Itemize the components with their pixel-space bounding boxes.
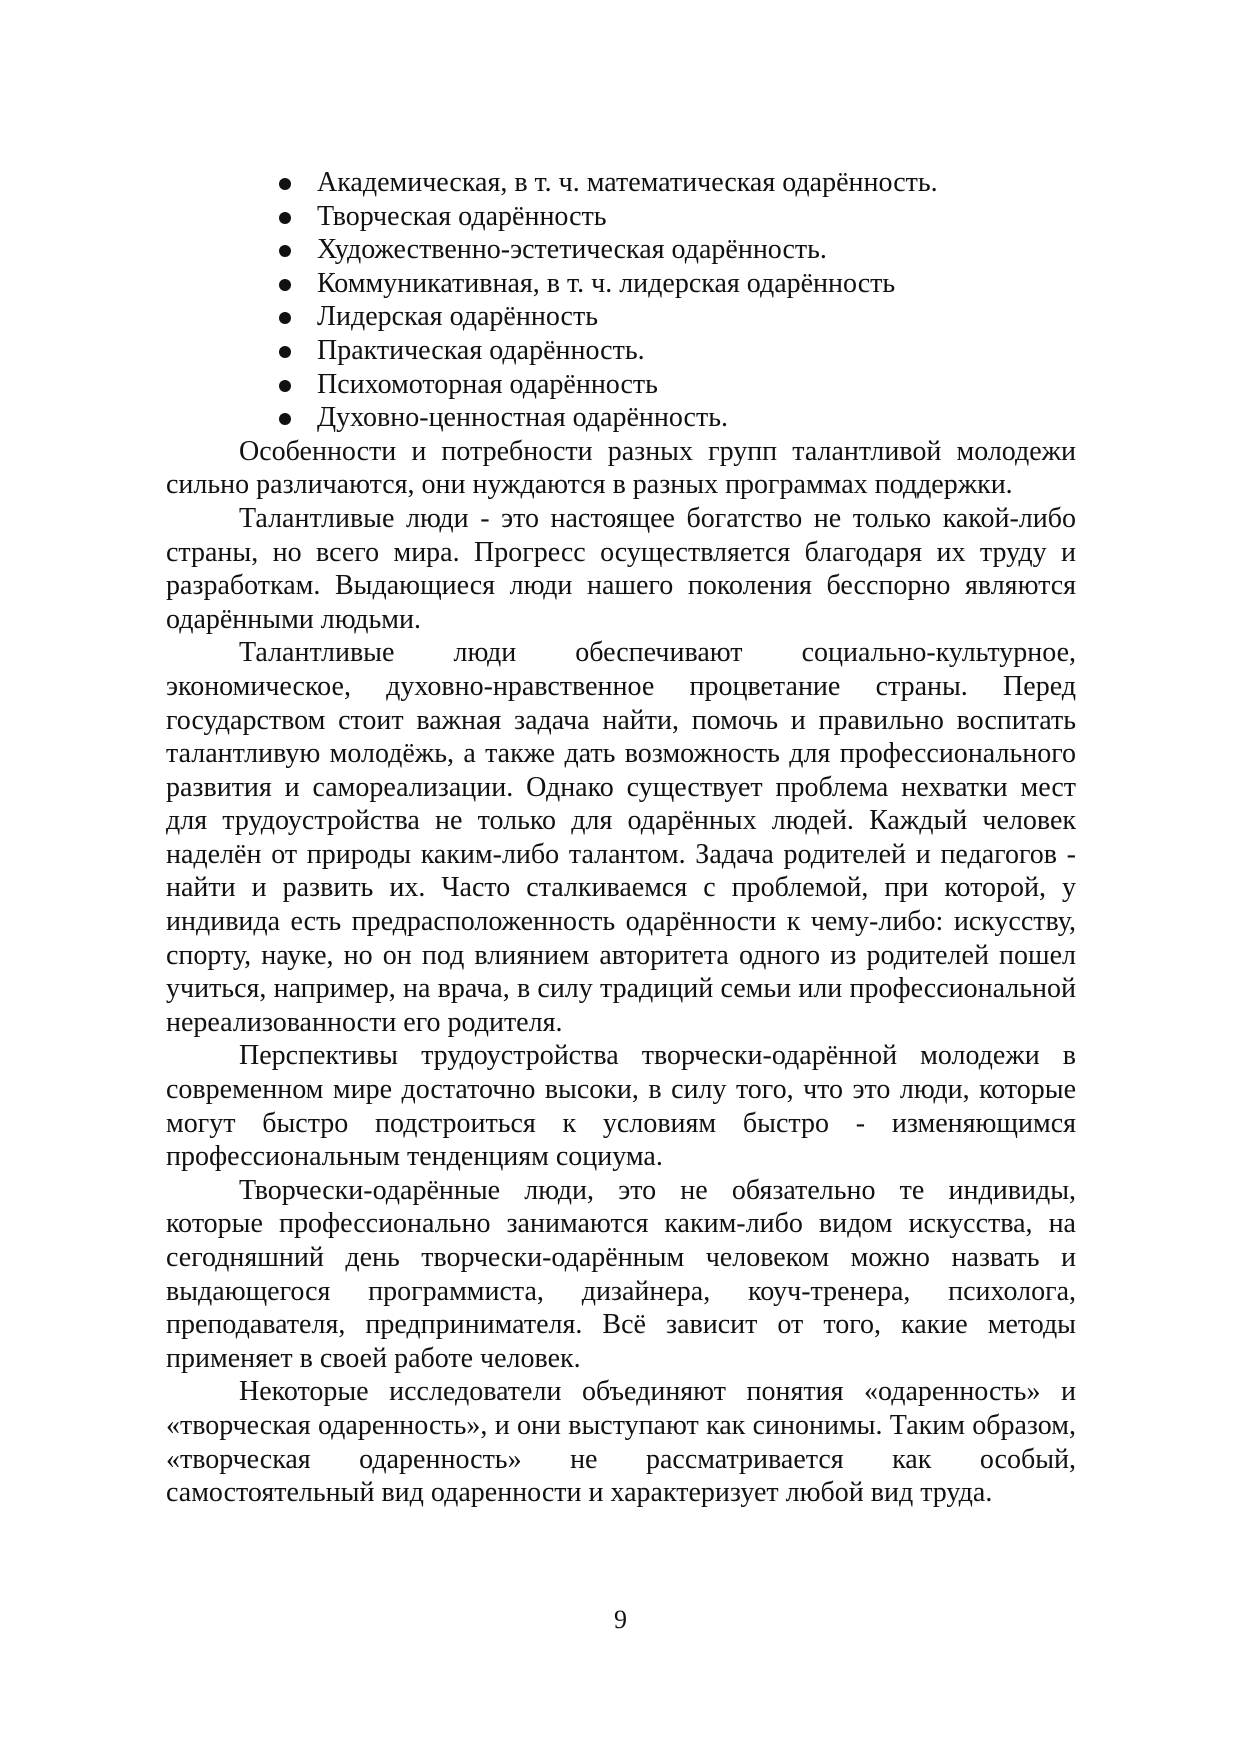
list-item — [279, 166, 1076, 200]
list-item — [279, 368, 1076, 402]
page-content — [166, 166, 1076, 1510]
paragraph-employment-prospects: Перспективы трудоустройства творчески-одарённой молодежи в современном мире достаточно высоки, в силу того, что это люди, которые могут быстро подстроиться к условиям быстро - изменяющимся профессиональным тенденциям социума. — [166, 1040, 1076, 1173]
bullet-icon — [279, 312, 291, 324]
list-item-text: Коммуникативная, в т. ч. лидерская одарённость — [317, 267, 896, 299]
list-item — [279, 233, 1076, 267]
bullet-icon — [279, 279, 291, 291]
list-item — [279, 200, 1076, 234]
list-item-text: Творческая одарённость — [317, 200, 607, 232]
bullet-icon — [279, 178, 291, 190]
page-number: 9 — [614, 1605, 627, 1634]
paragraph-talented-wealth: Талантливые люди - это настоящее богатство не только какой-либо страны, но всего мира. Прогресс осуществляется благодаря их труду и разработкам. Выдающиеся люди нашего поколения бесспорно являются одарёнными людьми. — [166, 502, 1076, 635]
list-item — [279, 401, 1076, 435]
bullet-icon — [279, 346, 291, 358]
list-item-text: Духовно-ценностная одарённость. — [317, 402, 728, 434]
bullet-icon — [279, 212, 291, 224]
list-item — [279, 300, 1076, 334]
list-item — [279, 267, 1076, 301]
giftedness-types-list — [166, 166, 1076, 435]
paragraph-state-role: Талантливые люди обеспечивают социально-культурное, экономическое, духовно-нравственное процветание страны. Перед государством стоит важная задача найти, помочь и правильно воспитать талантливую молодёжь, а также дать возможность для профессионального развития и самореализации. Однако существует проблема нехватки мест для трудоустройства не только для одарённых людей. Каждый человек наделён от природы каким-либо талантом. Задача родителей и педагогов - найти и развить их. Часто сталкиваемся с проблемой, при которой, у индивида есть предрасположенность одарённости к чему-либо: искусству, спорту, науке, но он под влиянием авторитета одного из родителей пошел учиться, например, на врача, в силу традиций семьи или профессиональной нереализованности его родителя. — [166, 637, 1076, 1038]
list-item-text: Художественно-эстетическая одарённость. — [317, 234, 827, 266]
bullet-icon — [279, 380, 291, 392]
bullet-icon — [279, 245, 291, 257]
bullet-icon — [279, 413, 291, 425]
paragraph-groups-needs: Особенности и потребности разных групп талантливой молодежи сильно различаются, они нуждаются в разных программах поддержки. — [166, 435, 1076, 501]
paragraph-synonyms: Некоторые исследователи объединяют понятия «одаренность» и «творческая одаренность», и они выступают как синонимы. Таким образом, «творческая одаренность» не рассматривается как особый, самостоятельный вид одаренности и характеризует любой вид труда. — [166, 1376, 1076, 1509]
list-item-text: Лидерская одарённость — [317, 301, 598, 333]
list-item-text: Академическая, в т. ч. математическая одарённость. — [317, 167, 938, 198]
list-item — [279, 334, 1076, 368]
paragraph-creative-people: Творчески-одарённые люди, это не обязательно те индивиды, которые профессионально занимаются каким-либо видом искусства, на сегодняшний день творчески-одарённым человеком можно назвать и выдающегося программиста, дизайнера, коуч-тренера, психолога, преподавателя, предпринимателя. Всё зависит от того, какие методы применяет в своей работе человек. — [166, 1174, 1076, 1374]
list-item-text: Практическая одарённость. — [317, 334, 645, 366]
list-item-text: Психомоторная одарённость — [317, 368, 658, 400]
